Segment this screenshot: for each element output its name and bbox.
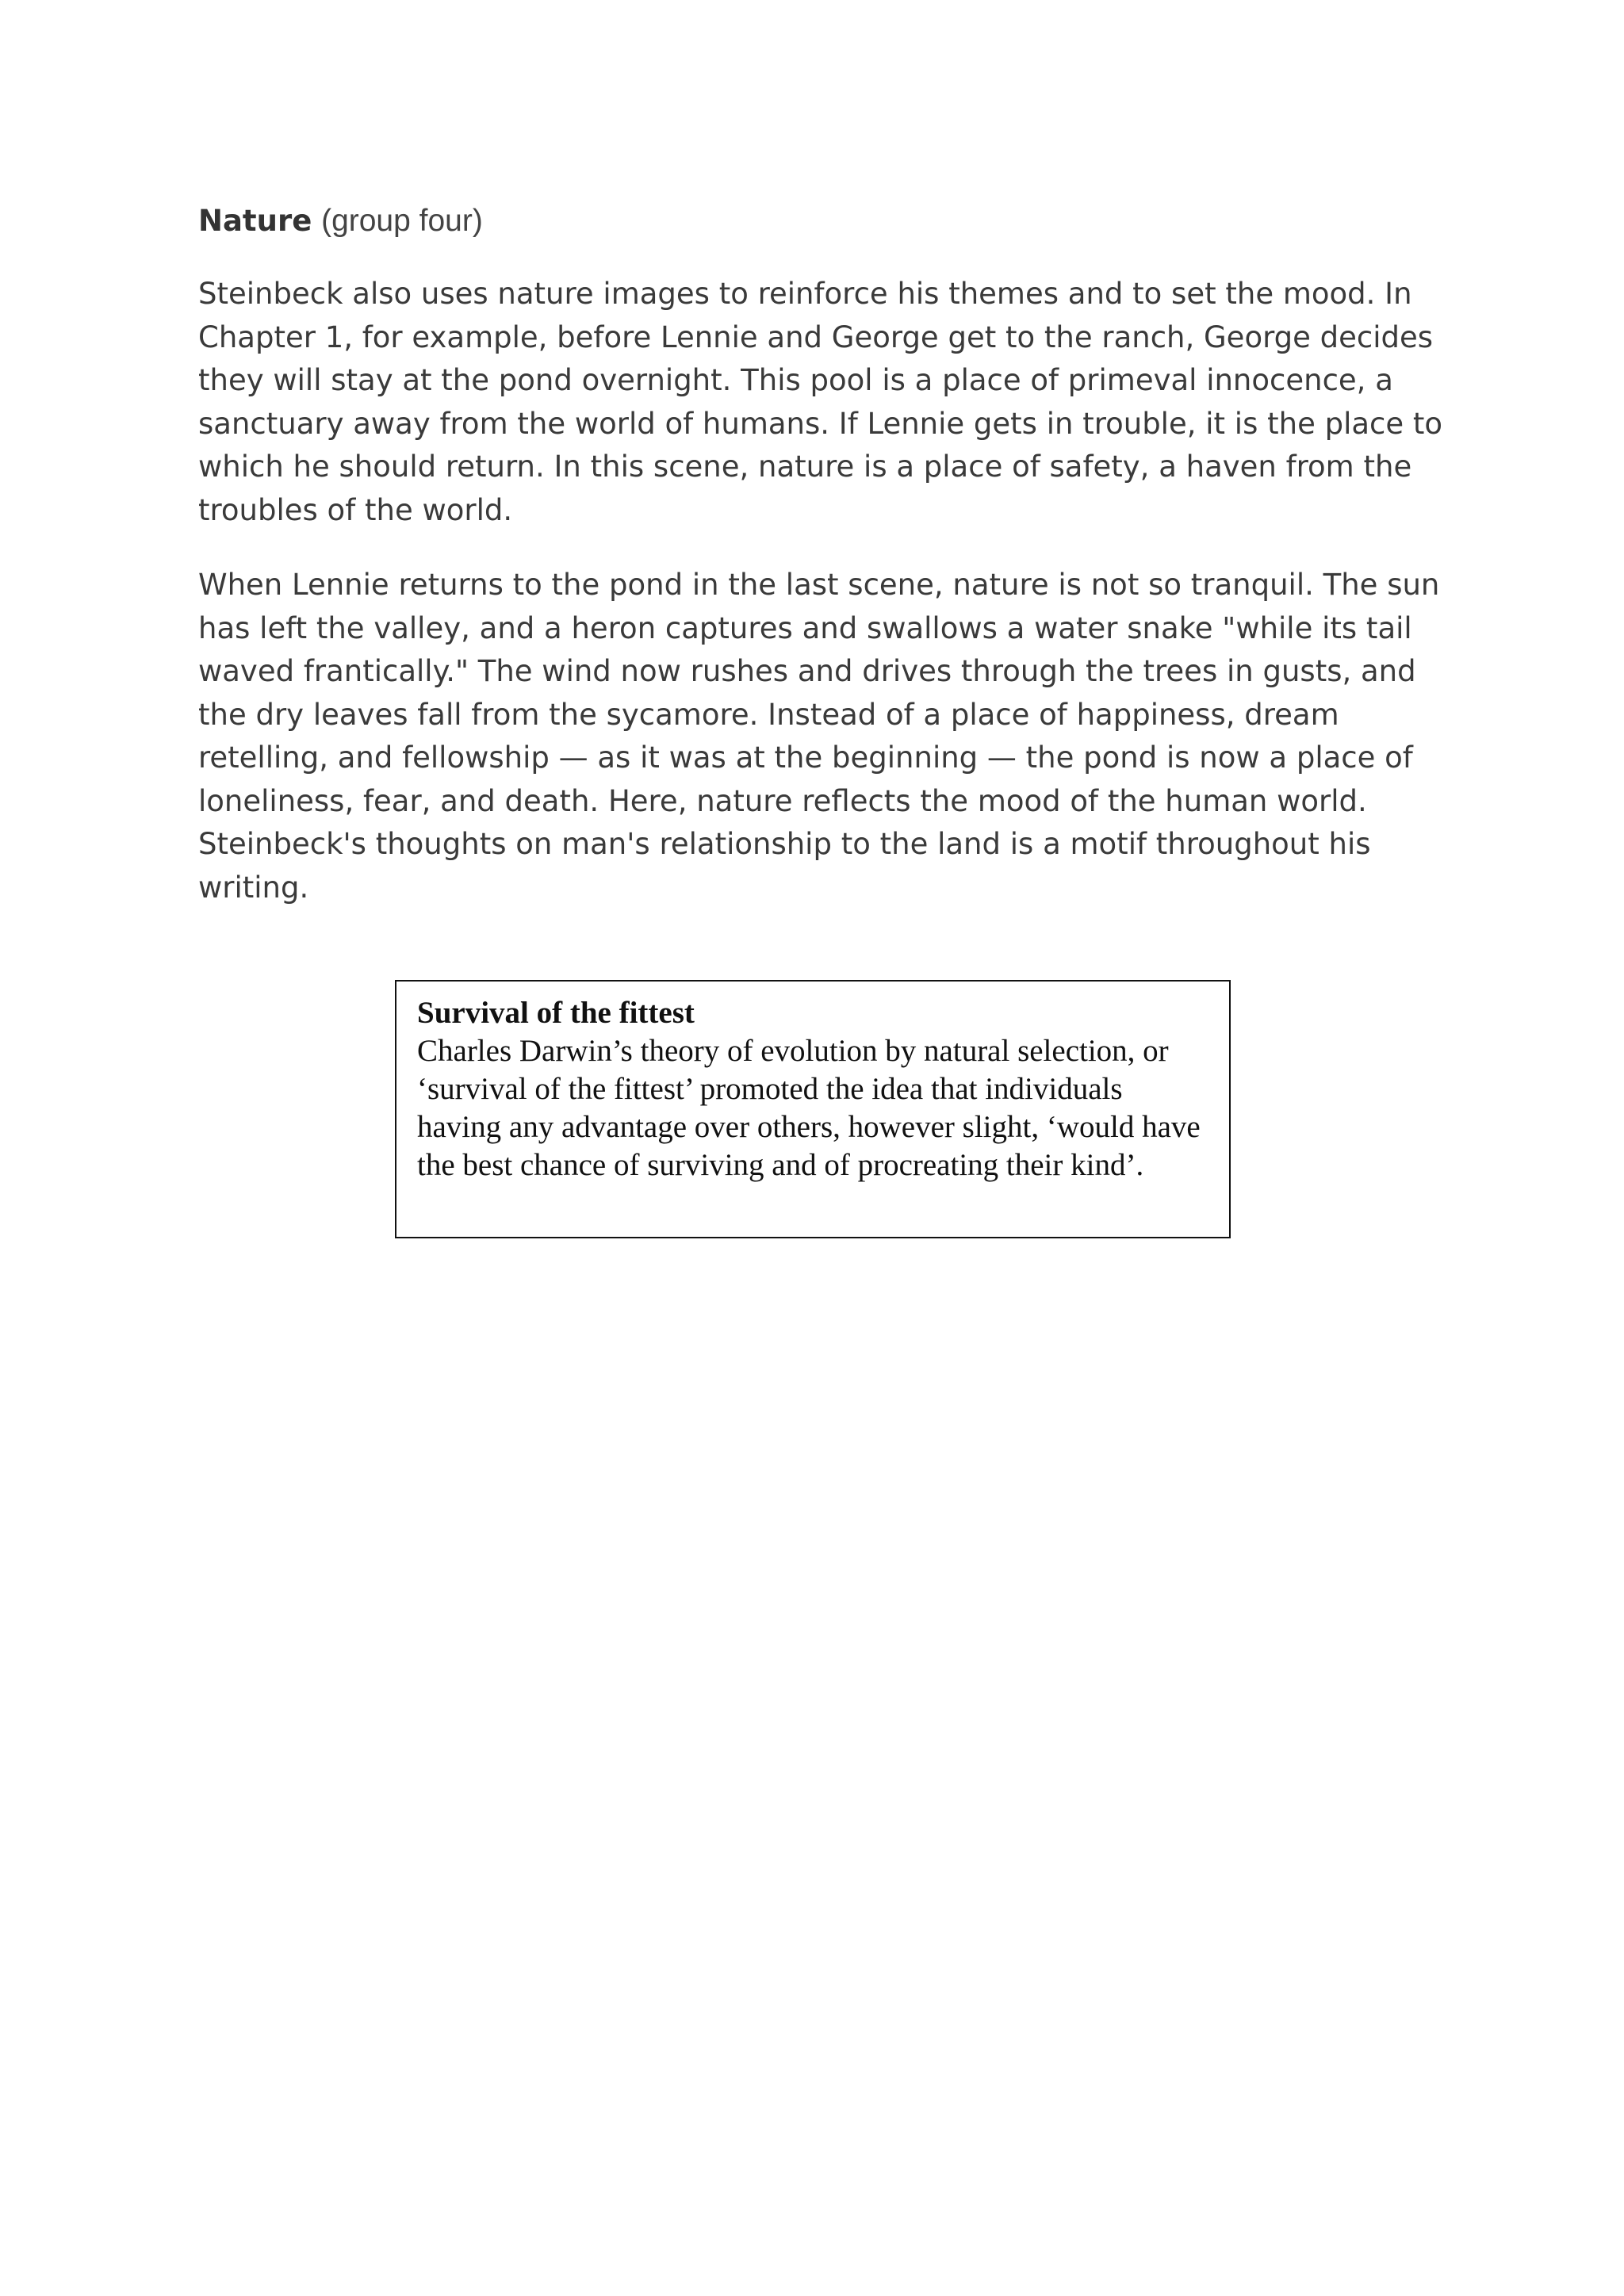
section-title: Nature (198, 204, 312, 238)
callout-box (395, 980, 1231, 1238)
paragraph-2: When Lennie returns to the pond in the last scene, nature is not so tranquil. The sun has left the valley, and a heron captures and swallows a water snake "while its tail waved frantically." The wind now rushes and drives through the trees in gusts, and the dry leaves fall from the sycamore. Instead of a place of happiness, dream retelling, and fellowship — as it was at the beginning — the pond is now a place of loneliness, fear, and death. Here, nature reflects the mood of the human world. Steinbeck's thoughts on man's relationship to the land is a motif throughout his writing. (198, 568, 1440, 905)
section-heading (198, 200, 1451, 243)
callout-title: Survival of the fittest (417, 996, 695, 1030)
paragraph-1: Steinbeck also uses nature images to reinforce his themes and to set the mood. In Chapter 1, for example, before Lennie and George get to the ranch, George decides they will stay at the pond overnight. This pool is a place of primeval innocence, a sanctuary away from the world of humans. If Lennie gets in trouble, it is the place to which he should return. In this scene, nature is a place of safety, a haven from the troubles of the world. (198, 277, 1443, 527)
section-note: (group four) (321, 204, 483, 238)
document-body (198, 200, 1451, 941)
callout-body: Charles Darwin’s theory of evolution by natural selection, or ‘survival of the fittest’ promoted the idea that individuals having any advantage over others, however slight, ‘would have the best chance of surviving and of procreating their kind’. (417, 1034, 1201, 1182)
